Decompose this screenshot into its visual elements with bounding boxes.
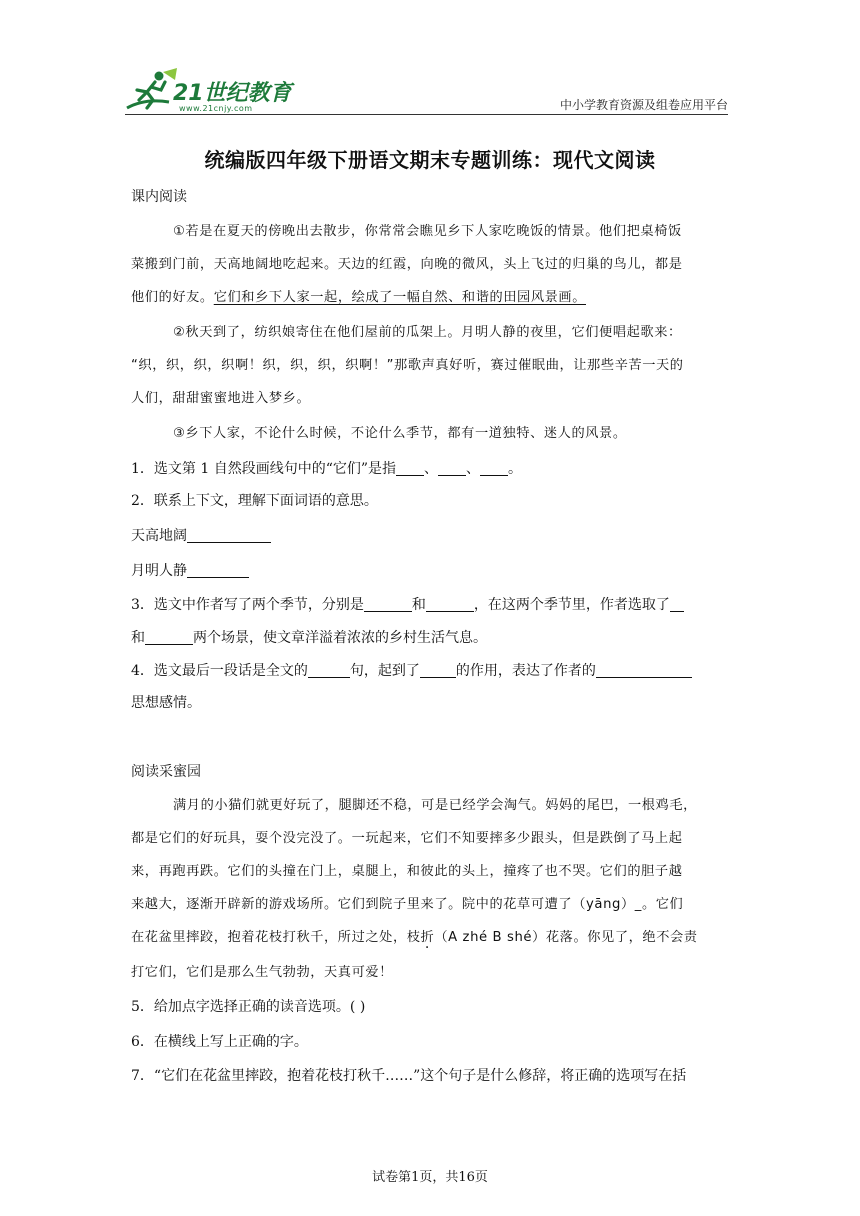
passage-line [131,291,586,304]
passage-line: 来越大，逐渐开辟新的游戏场所。它们到院子里来了。院中的花草可遭了（yāng）_。它们 [131,897,684,912]
page-footer: 试卷第1页，共16页 [372,1170,488,1185]
passage-text: （A zhé B shé）花落。你见了，绝不会责 [434,930,698,945]
answer-blank[interactable] [420,663,456,678]
underlined-sentence: 它们和乡下人家一起，绘成了一幅自然、和谐的田园风景画。 [213,290,586,305]
vocab-item [131,528,271,543]
question-3-cont [131,630,487,645]
question-text: 句，起到了 [349,663,420,679]
answer-blank[interactable] [364,597,412,612]
vocab-word: 月明人静 [131,563,187,579]
question-5: 5．给加点字选择正确的读音选项。( ) [131,999,366,1015]
passage-line [131,931,698,944]
question-text: 和 [411,597,426,613]
passage-line: ①若是在夏天的傍晚出去散步，你常常会瞧见乡下人家吃晚饭的情景。他们把桌椅饭 [173,224,682,239]
section-heading: 阅读采蜜园 [131,764,201,780]
question-6: 6．在横线上写上正确的字。 [131,1034,308,1050]
answer-blank[interactable] [308,663,350,678]
separator: 。 [508,461,523,477]
question-2: 2．联系上下文，理解下面词语的意思。 [131,493,378,509]
answer-blank[interactable] [670,597,684,612]
vocab-word: 天高地阔 [131,528,187,544]
question-4-cont: 思想感情。 [131,695,201,711]
platform-name: 中小学教育资源及组卷应用平台 [559,98,728,112]
question-3 [131,597,684,612]
passage-line: 菜搬到门前，天高地阔地吃起来。天边的红霞，向晚的微风，头上飞过的归巢的鸟儿，都是 [131,257,683,272]
logo [125,68,295,116]
page-title: 统编版四年级下册语文期末专题训练：现代文阅读 [204,148,656,172]
question-7: 7．“它们在花盆里摔跤，抱着花枝打秋千……”这个句子是什么修辞，将正确的选项写在括 [131,1068,687,1084]
passage-line: 都是它们的好玩具，耍个没完没了。一玩起来，它们不知要摔多少跟头，但是跌倒了马上起 [131,831,683,846]
question-1 [131,461,522,476]
passage-line: 打它们，它们是那么生气勃勃，天真可爱！ [131,965,393,980]
answer-blank[interactable] [480,461,508,476]
vocab-item [131,563,249,578]
header-divider [125,114,728,115]
passage-text: 他们的好友。 [131,290,214,305]
passage-line: ②秋天到了，纺织娘寄住在他们屋前的瓜架上。月明人静的夜里，它们便唱起歌来： [173,325,682,340]
question-text: 两个场景，使文章洋溢着浓浓的乡村生活气息。 [193,630,487,646]
passage-line: “织，织，织，织啊！织，织，织，织啊！”那歌声真好听，赛过催眠曲，让那些辛苦一天的 [131,358,684,373]
answer-blank[interactable] [187,563,249,578]
answer-blank[interactable] [438,461,466,476]
question-text: 的作用，表达了作者的 [455,663,596,679]
answer-blank[interactable] [596,663,692,678]
answer-blank[interactable] [187,528,271,543]
dotted-character: 折 [420,930,435,945]
question-text: 和 [131,630,145,646]
separator: 、 [424,461,439,477]
logo-url: www.21cnjy.com [179,104,253,113]
passage-line: 人们，甜甜蜜蜜地进入梦乡。 [131,391,311,406]
answer-blank[interactable] [145,630,193,645]
answer-blank[interactable] [426,597,474,612]
answer-blank[interactable] [396,461,424,476]
logo-text: 21世纪教育 [173,81,292,106]
passage-line: 来，再跑再跌。它们的头撞在门上，桌腿上，和彼此的头上，撞疼了也不哭。它们的胆子越 [131,864,683,879]
question-text: 4．选文最后一段话是全文的 [131,663,308,679]
question-text: 3．选文中作者写了两个季节，分别是 [131,597,364,613]
passage-text: 在花盆里摔跤，抱着花枝打秋千，所过之处，枝 [131,930,421,945]
passage-line: 满月的小猫们就更好玩了，腿脚还不稳，可是已经学会淘气。妈妈的尾巴，一根鸡毛， [173,798,697,813]
question-text: 1．选文第 1 自然段画线句中的“它们”是指 [131,461,397,477]
separator: 、 [466,461,481,477]
passage-line: ③乡下人家，不论什么时候，不论什么季节，都有一道独特、迷人的风景。 [173,426,627,441]
page-header [125,62,728,114]
section-heading: 课内阅读 [131,189,187,205]
question-4 [131,663,692,678]
question-text: ，在这两个季节里，作者选取了 [473,597,670,613]
